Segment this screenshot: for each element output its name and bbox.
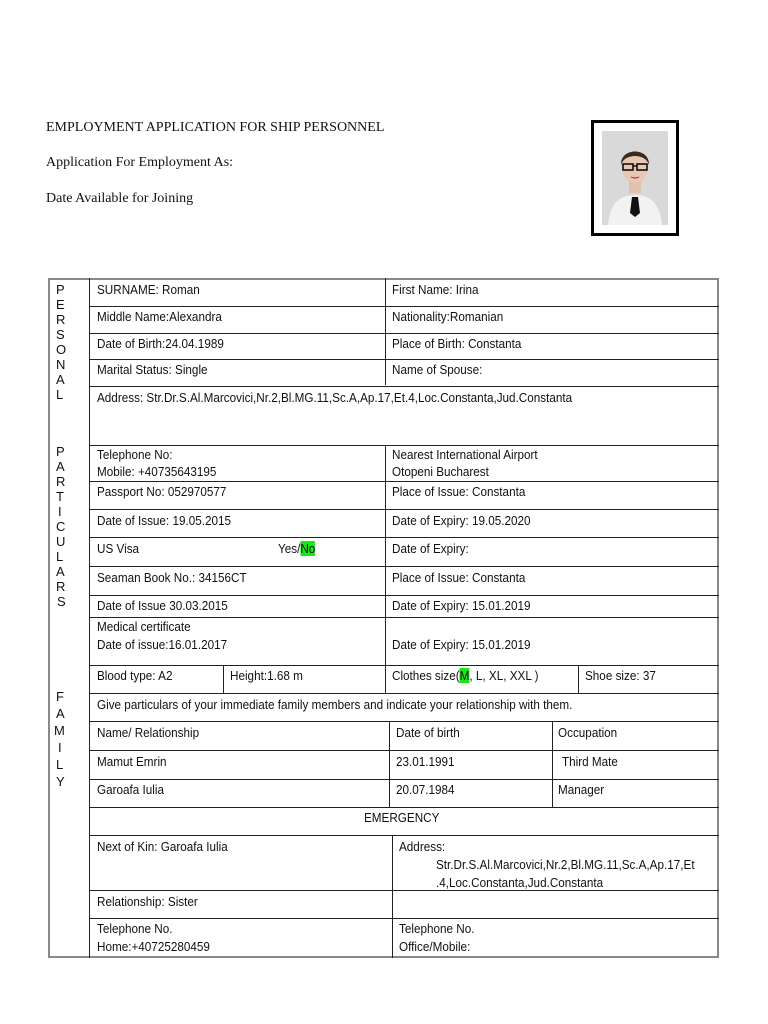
kin-address-line2: .4,Loc.Constanta,Jud.Constanta <box>436 875 604 890</box>
family-member-dob: 23.01.1991 <box>396 754 455 769</box>
form-title: EMPLOYMENT APPLICATION FOR SHIP PERSONNEL <box>46 120 385 135</box>
airport-value: Otopeni Bucharest <box>392 464 489 479</box>
col-header-name: Name/ Relationship <box>97 725 200 740</box>
family-member-name: Mamut Emrin <box>97 754 167 769</box>
row-divider <box>90 481 719 482</box>
passport-number-field: Passport No: 052970577 <box>97 484 227 499</box>
passport-issue-date: Date of Issue: 19.05.2015 <box>97 513 232 528</box>
sidebar-letter: I <box>58 740 62 755</box>
sidebar-letter: L <box>56 757 64 772</box>
sidebar-letter: A <box>56 564 65 579</box>
row-divider <box>90 721 719 722</box>
sidebar-letter: S <box>57 594 66 609</box>
family-member-occupation: Third Mate <box>562 754 618 769</box>
height-field: Height:1.68 m <box>230 668 303 683</box>
row-divider <box>90 537 719 538</box>
place-of-birth-field: Place of Birth: Constanta <box>392 336 522 351</box>
row-divider <box>90 835 719 836</box>
middle-name-field: Middle Name:Alexandra <box>97 309 222 324</box>
date-of-birth-field: Date of Birth:24.04.1989 <box>97 336 224 351</box>
no-option-selected: No <box>300 541 316 556</box>
row-divider <box>90 779 719 780</box>
col-header-occupation: Occupation <box>558 725 618 740</box>
row-divider <box>90 566 719 567</box>
sidebar-letter: E <box>56 297 65 312</box>
marital-status-field: Marital Status: Single <box>97 362 208 377</box>
sidebar-letter: R <box>56 579 66 594</box>
spouse-name-field: Name of Spouse: <box>392 362 483 377</box>
date-available-label: Date Available for Joining <box>46 191 194 206</box>
col-divider <box>552 721 553 807</box>
family-member-occupation: Manager <box>558 782 605 797</box>
seaman-issue-date: Date of Issue 30.03.2015 <box>97 598 228 613</box>
airport-label: Nearest International Airport <box>392 447 538 462</box>
blood-type-field: Blood type: A2 <box>97 668 173 683</box>
sidebar-letter: P <box>56 444 65 459</box>
sidebar-letter: N <box>56 357 66 372</box>
kin-office-mobile: Office/Mobile: <box>399 939 471 954</box>
sidebar-letter: A <box>56 459 65 474</box>
sidebar-letter: P <box>56 282 65 297</box>
passport-place-field: Place of Issue: Constanta <box>392 484 526 499</box>
row-divider <box>90 918 719 919</box>
seaman-book-field: Seaman Book No.: 34156CT <box>97 570 247 585</box>
col-divider <box>392 835 393 958</box>
passport-expiry-date: Date of Expiry: 19.05.2020 <box>392 513 531 528</box>
portrait-image <box>602 131 668 225</box>
sidebar-letter: T <box>56 489 64 504</box>
sidebar-letter: R <box>56 474 66 489</box>
row-divider <box>90 359 719 360</box>
section-sidebar <box>48 278 90 958</box>
first-name-field: First Name: Irina <box>392 282 479 297</box>
sidebar-letter: O <box>56 342 67 357</box>
kin-telephone-label-2: Telephone No. <box>399 921 475 936</box>
sidebar-letter: U <box>56 534 66 549</box>
sidebar-letter: L <box>56 549 64 564</box>
surname-field: SURNAME: Roman <box>97 282 200 297</box>
medical-issue-date: Date of issue:16.01.2017 <box>97 637 228 652</box>
seaman-expiry-date: Date of Expiry: 15.01.2019 <box>392 598 531 613</box>
kin-telephone-label: Telephone No. <box>97 921 173 936</box>
sidebar-letter: Y <box>56 774 65 789</box>
row-divider <box>90 693 719 694</box>
row-divider <box>90 333 719 334</box>
sidebar-letter: M <box>54 723 65 738</box>
sidebar-letter: A <box>56 706 65 721</box>
clothes-size-field: Clothes size(M, L, XL, XXL ) <box>392 668 539 683</box>
family-member-name: Garoafa Iulia <box>97 782 164 797</box>
shoe-size-field: Shoe size: 37 <box>585 668 656 683</box>
col-divider <box>385 445 386 693</box>
sidebar-letter: F <box>56 689 64 704</box>
col-divider <box>578 665 579 693</box>
emergency-heading: EMERGENCY <box>364 810 440 825</box>
sidebar-letter: A <box>56 372 65 387</box>
yes-option: Yes/ <box>278 541 301 556</box>
family-instruction: Give particulars of your immediate family members and indicate your relationship with them. <box>97 697 573 712</box>
sidebar-letter: I <box>58 504 62 519</box>
row-divider <box>90 890 719 891</box>
next-of-kin-field: Next of Kin: Garoafa Iulia <box>97 839 228 854</box>
medical-expiry-date: Date of Expiry: 15.01.2019 <box>392 637 531 652</box>
us-visa-label: US Visa <box>97 541 140 556</box>
row-divider <box>90 306 719 307</box>
col-divider <box>389 721 390 807</box>
kin-address-line1: Str.Dr.S.Al.Marcovici,Nr.2,Bl.MG.11,Sc.A,Ap.17,Et <box>436 857 695 872</box>
telephone-label: Telephone No: <box>97 447 173 462</box>
sidebar-letter: C <box>56 519 66 534</box>
sidebar-letter: S <box>56 327 65 342</box>
mobile-number: Mobile: +40735643195 <box>97 464 217 479</box>
col-divider <box>385 278 386 385</box>
medical-certificate-label: Medical certificate <box>97 619 191 634</box>
nationality-field: Nationality:Romanian <box>392 309 504 324</box>
row-divider <box>90 509 719 510</box>
row-divider <box>90 386 719 387</box>
sidebar-letter: L <box>56 387 64 402</box>
seaman-place-field: Place of Issue: Constanta <box>392 570 526 585</box>
kin-relationship-field: Relationship: Sister <box>97 894 198 909</box>
position-label: Application For Employment As: <box>46 155 234 170</box>
kin-home-phone: Home:+40725280459 <box>97 939 210 954</box>
visa-expiry-field: Date of Expiry: <box>392 541 469 556</box>
size-m-selected: M <box>459 668 470 683</box>
row-divider <box>90 665 719 666</box>
sidebar-letter: R <box>56 312 66 327</box>
family-member-dob: 20.07.1984 <box>396 782 455 797</box>
col-divider <box>223 665 224 693</box>
col-header-dob: Date of birth <box>396 725 460 740</box>
row-divider <box>90 750 719 751</box>
row-divider <box>90 807 719 808</box>
kin-address-label: Address: <box>399 839 446 854</box>
row-divider <box>90 595 719 596</box>
address-field: Address: Str.Dr.S.Al.Marcovici,Nr.2,Bl.MG.11,Sc.A,Ap.17,Et.4,Loc.Constanta,Jud.Constanta <box>97 390 573 405</box>
applicant-photo <box>591 120 679 236</box>
us-visa-answer <box>278 540 315 557</box>
